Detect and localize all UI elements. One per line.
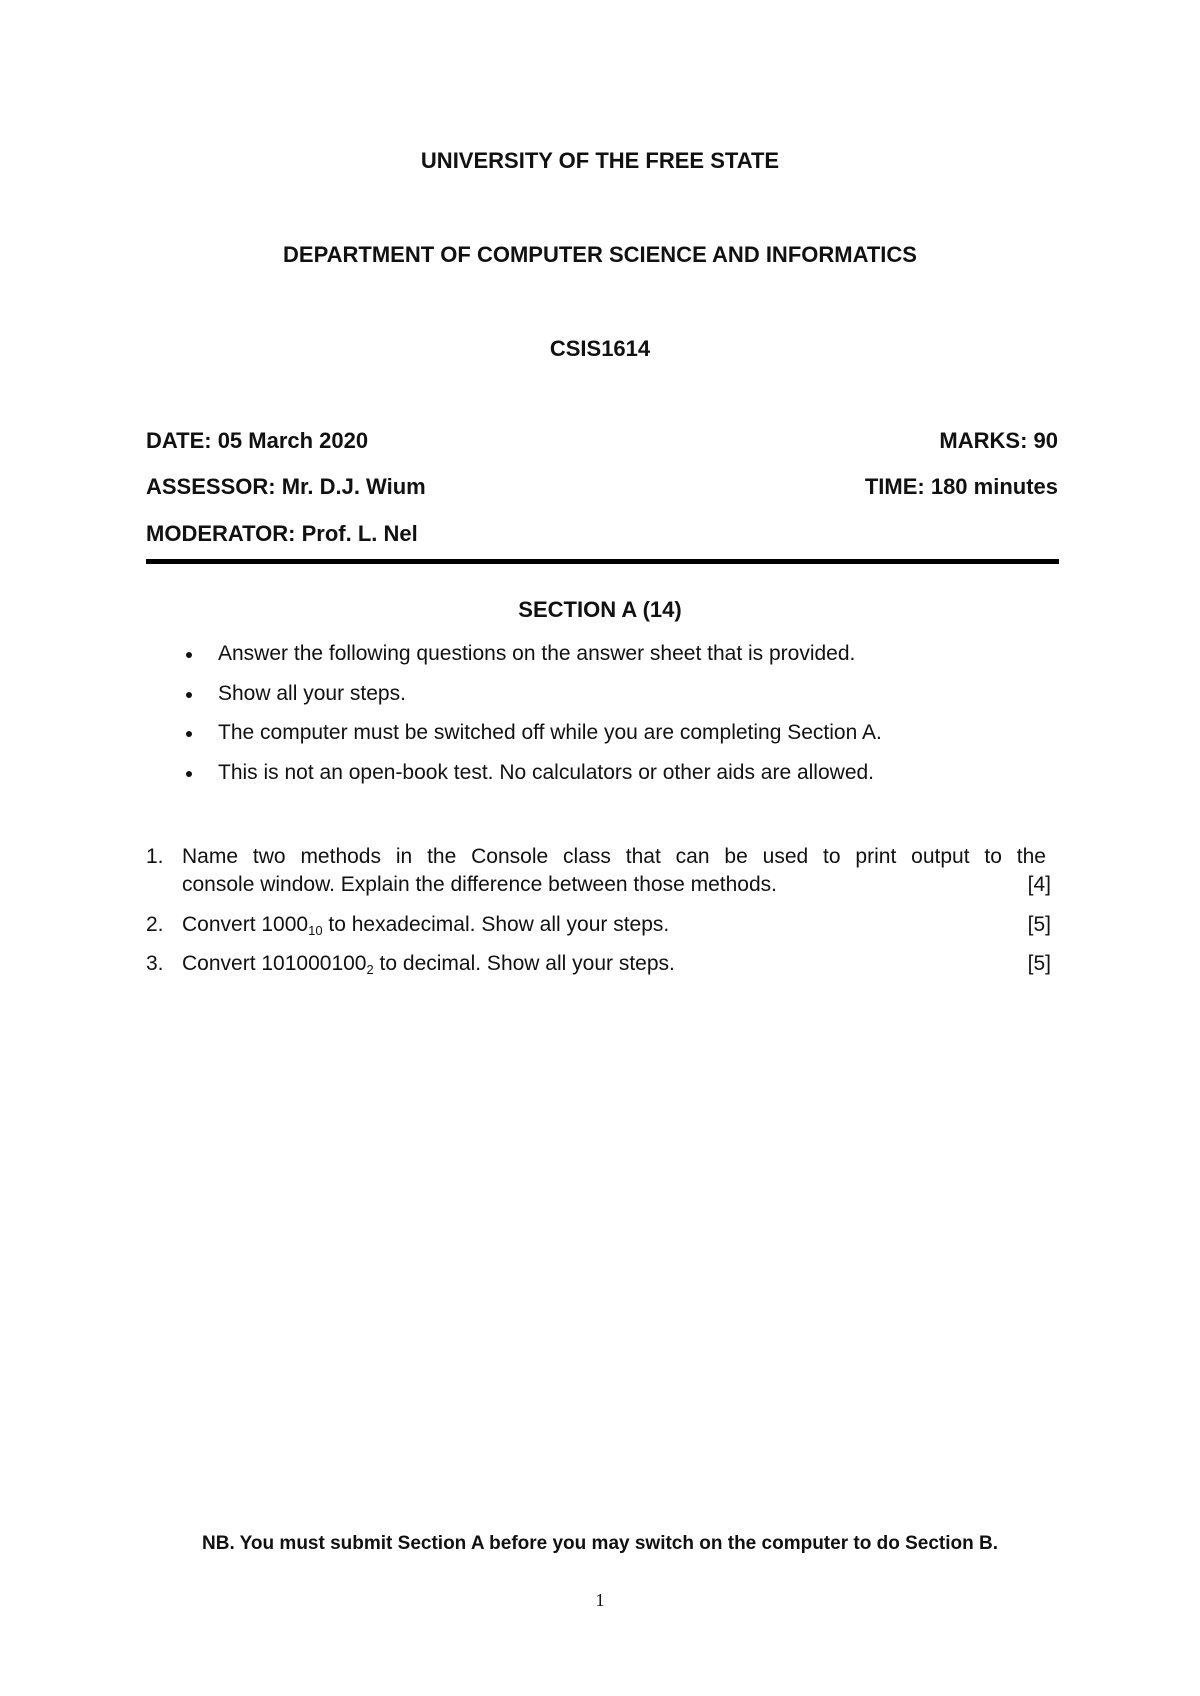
exam-date: DATE: 05 March 2020 bbox=[146, 428, 369, 453]
question-number: 1. bbox=[146, 845, 164, 868]
exam-time: TIME: 180 minutes bbox=[864, 474, 1058, 499]
instruction-text: This is not an open-book test. No calculators or other aids are allowed. bbox=[218, 760, 875, 784]
base-subscript: 10 bbox=[308, 923, 323, 938]
list-item bbox=[146, 680, 1066, 720]
question-marks: [4] bbox=[1027, 873, 1051, 896]
question-3 bbox=[146, 950, 1051, 978]
question-text bbox=[182, 843, 1046, 899]
instruction-text: Show all your steps. bbox=[218, 681, 406, 705]
question-text bbox=[182, 911, 1027, 945]
list-item bbox=[146, 719, 1066, 759]
section-title: SECTION A (14) bbox=[518, 597, 682, 622]
question-text-prefix: Convert 101000100 bbox=[182, 952, 367, 975]
question-text-prefix: Convert 1000 bbox=[182, 913, 309, 936]
bullet-icon bbox=[186, 731, 192, 737]
question-line: console window. Explain the difference between those methods. bbox=[182, 873, 777, 896]
question-text-suffix: to hexadecimal. Show all your steps. bbox=[322, 913, 670, 936]
department-title: DEPARTMENT OF COMPUTER SCIENCE AND INFORMATICS bbox=[283, 242, 917, 267]
bullet-icon bbox=[186, 771, 192, 777]
base-subscript: 2 bbox=[366, 962, 374, 977]
question-number: 2. bbox=[146, 913, 164, 936]
question-line: Name two methods in the Console class that can be used to print output to the bbox=[182, 845, 1046, 868]
bullet-icon bbox=[186, 652, 192, 658]
instruction-text: Answer the following questions on the answer sheet that is provided. bbox=[218, 642, 856, 665]
question-text bbox=[182, 950, 1027, 984]
exam-moderator: MODERATOR: Prof. L. Nel bbox=[146, 521, 418, 546]
instruction-text: The computer must be switched off while you are completing Section A. bbox=[218, 721, 882, 744]
header-divider bbox=[146, 559, 1059, 564]
university-title: UNIVERSITY OF THE FREE STATE bbox=[420, 148, 780, 173]
exam-marks: MARKS: 90 bbox=[939, 428, 1058, 453]
question-text-suffix: to decimal. Show all your steps. bbox=[373, 952, 675, 975]
question-marks: [5] bbox=[1027, 913, 1051, 936]
question-marks: [5] bbox=[1027, 952, 1051, 975]
course-code: CSIS1614 bbox=[549, 336, 651, 361]
bullet-icon bbox=[186, 692, 192, 698]
instruction-list bbox=[146, 640, 1066, 798]
list-item bbox=[146, 759, 1066, 799]
exam-assessor: ASSESSOR: Mr. D.J. Wium bbox=[146, 474, 426, 499]
submission-note: NB. You must submit Section A before you may switch on the computer to do Section B. bbox=[202, 1533, 998, 1554]
question-1 bbox=[146, 843, 1051, 899]
question-2 bbox=[146, 911, 1051, 939]
list-item bbox=[146, 640, 1066, 680]
page-number: 1 bbox=[595, 1590, 605, 1610]
question-number: 3. bbox=[146, 952, 164, 975]
